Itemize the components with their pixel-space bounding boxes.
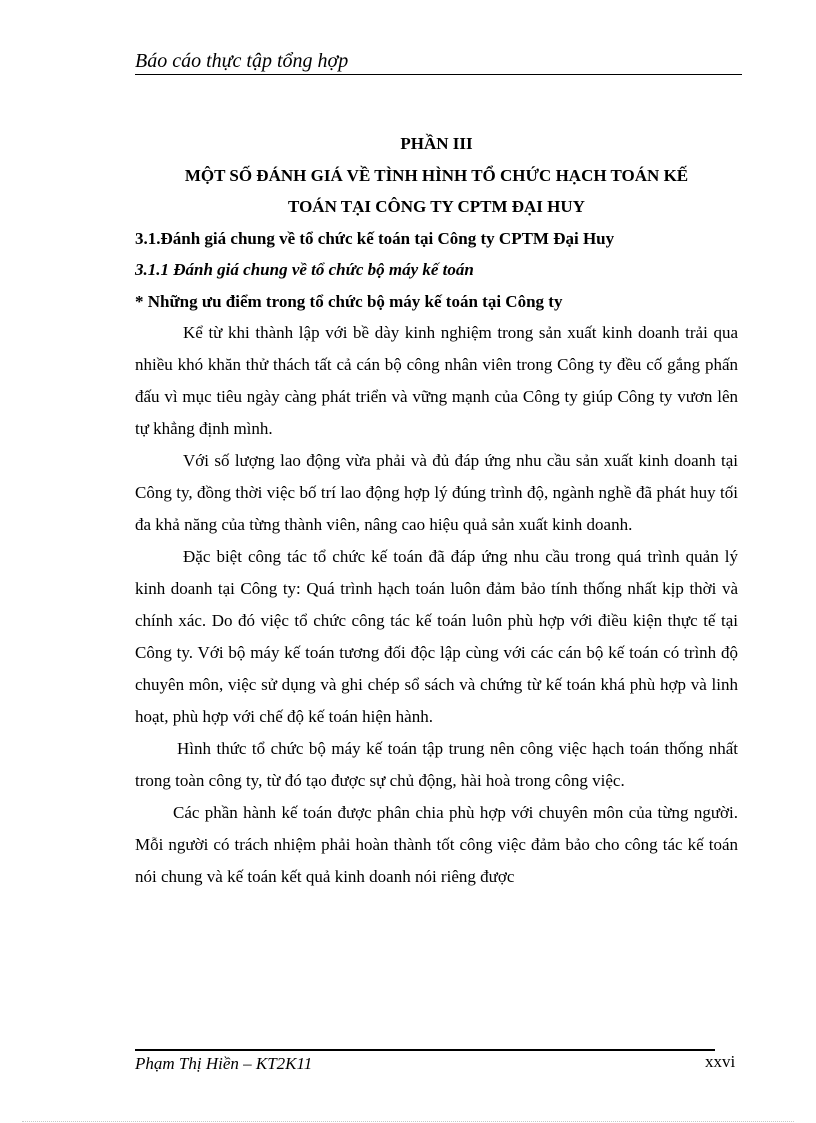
part-label: PHẦN III bbox=[400, 134, 473, 153]
page-content bbox=[135, 128, 738, 893]
advantages-heading: * Những ưu điểm trong tổ chức bộ máy kế toán tại Công ty bbox=[135, 291, 563, 311]
paragraph: Hình thức tổ chức bộ máy kế toán tập trung nên công việc hạch toán thống nhất trong toàn công ty, từ đó tạo được sự chủ động, hài hoà trong công việc. bbox=[135, 739, 738, 790]
part-title-line-1: MỘT SỐ ĐÁNH GIÁ VỀ TÌNH HÌNH TỔ CHỨC HẠCH TOÁN KẾ bbox=[184, 165, 689, 185]
subsection-heading: 3.1.1 Đánh giá chung về tổ chức bộ máy kế toán bbox=[135, 260, 474, 279]
page-number: xxvi bbox=[705, 1052, 736, 1071]
paragraph: Kể từ khi thành lập với bề dày kinh nghiệm trong sản xuất kinh doanh trải qua nhiều khó khăn thử thách tất cả cán bộ công nhân viên trong Công ty đều cố gắng phấn đấu vì mục tiêu ngày càng phát triển và vững mạnh của Công ty giúp Công ty vươn lên tự khẳng định mình. bbox=[135, 323, 738, 438]
section-heading: 3.1.Đánh giá chung về tổ chức kế toán tại Công ty CPTM Đại Huy bbox=[135, 228, 615, 248]
page-bottom-edge bbox=[22, 1121, 794, 1122]
footer-author: Phạm Thị Hiền – KT2K11 bbox=[135, 1054, 313, 1073]
paragraph: Đặc biệt công tác tổ chức kế toán đã đáp ứng nhu cầu trong quá trình quản lý kinh doanh tại Công ty: Quá trình hạch toán luôn đảm bảo tính thống nhất kịp thời và chính xác. Do đó việc tổ chức công tác kế toán luôn phù hợp với điều kiện thực tế tại Công ty. Với bộ máy kế toán tương đối độc lập cùng với các cán bộ kế toán có trình độ chuyên môn, việc sử dụng và ghi chép sổ sách và chứng từ kế toán khá phù hợp và linh hoạt, phù hợp với chế độ kế toán hiện hành. bbox=[135, 547, 738, 726]
paragraph: Các phần hành kế toán được phân chia phù hợp với chuyên môn của từng người. Mỗi người có trách nhiệm phải hoàn thành tốt công việc đảm bảo cho công tác kế toán nói chung và kế toán kết quả kinh doanh nói riêng được bbox=[135, 803, 738, 886]
header-divider bbox=[135, 74, 742, 75]
part-title-line-2: TOÁN TẠI CÔNG TY CPTM ĐẠI HUY bbox=[288, 197, 585, 216]
paragraph: Với số lượng lao động vừa phải và đủ đáp ứng nhu cầu sản xuất kinh doanh tại Công ty, đồng thời việc bố trí lao động hợp lý đúng trình độ, ngành nghề đã phát huy tối đa khả năng của từng thành viên, nâng cao hiệu quả sản xuất kinh doanh. bbox=[135, 451, 738, 534]
footer-divider bbox=[135, 1049, 715, 1051]
report-header-title: Báo cáo thực tập tổng hợp bbox=[135, 50, 349, 72]
